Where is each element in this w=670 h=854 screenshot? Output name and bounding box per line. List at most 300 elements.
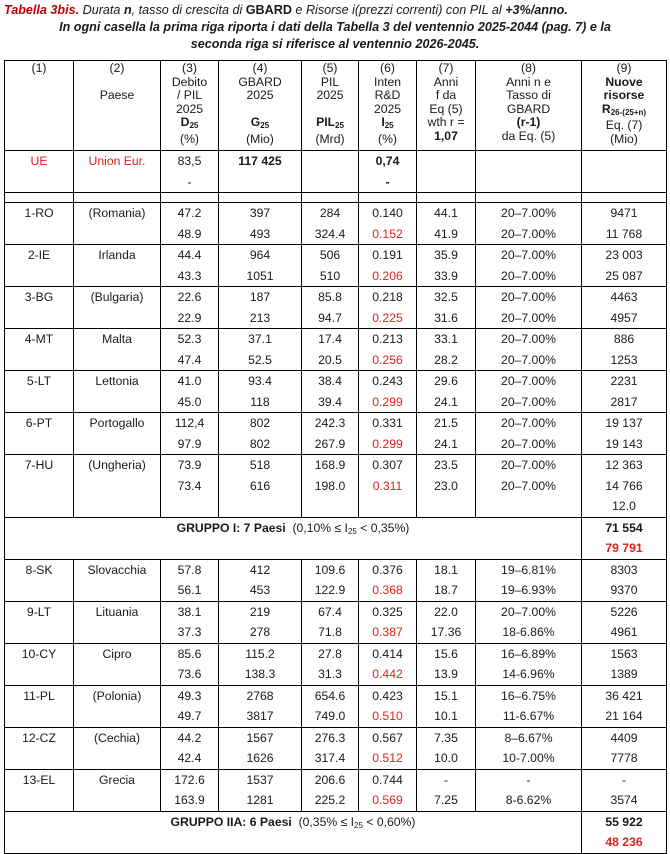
caption-line-2: In ogni casella la prima riga riporta i dati della Tabella 3 del ventennio 2025-2044 (pag. 7) e la	[59, 20, 611, 34]
table-caption: Tabella 3bis. Durata n, tasso di crescita di GBARD e Risorse i(prezzi correnti) con PIL al +3%/anno. In ogni casella la prima riga riporta i dati della Tabella 3 del ventennio 2025-2044 (pag. 7) e la seconda riga si riferisce al ventennio 2026-2045.	[4, 3, 611, 51]
cell-line: 0.311	[372, 478, 403, 493]
rate-cell	[476, 245, 582, 287]
cell-line: -	[385, 174, 390, 189]
empty-cell	[417, 193, 476, 203]
country-code	[5, 329, 74, 371]
cell-line: 138.3	[244, 667, 276, 681]
cell-line: Lituania	[95, 604, 139, 619]
col-header-paese	[74, 61, 161, 151]
cell-line: 0.510	[372, 709, 403, 723]
rate-cell	[476, 455, 582, 518]
header-line: (Mio)	[246, 131, 274, 146]
cell-line: Lettonia	[95, 374, 139, 388]
country-name	[74, 413, 161, 455]
cell-line: UE	[30, 154, 48, 168]
cell-line: 31.6	[434, 310, 458, 325]
header-line: Inten	[373, 74, 402, 89]
cell-line: 2768	[246, 688, 274, 703]
cell-line: 22.9	[177, 310, 202, 325]
cell-line: 3817	[246, 709, 274, 723]
country-name	[74, 287, 161, 329]
cell-line: 117 425	[238, 154, 282, 168]
cell-line: 284	[319, 206, 341, 220]
cell-line: 15.6	[434, 646, 458, 661]
resources-cell	[582, 727, 667, 769]
cell-line: 213	[249, 310, 271, 325]
header-line: (5)	[322, 61, 338, 75]
cell-line: 17.36	[430, 625, 462, 639]
col-header-1	[5, 61, 74, 151]
header-line: Debito	[171, 74, 208, 89]
cell-line: 43.3	[177, 268, 202, 283]
header-line: (Mrd)	[315, 131, 345, 146]
cell-line: 115.2	[245, 646, 275, 661]
header-line: (r-1)	[516, 115, 541, 129]
cell-line: 0.414	[372, 646, 403, 661]
cell-line: 964	[249, 248, 271, 262]
cell-line: 10-CY	[21, 646, 57, 661]
cell-line: Cipro	[102, 646, 132, 661]
country-code	[5, 371, 74, 413]
cell-line: 0.299	[372, 394, 403, 409]
years-cell	[417, 203, 476, 245]
years-cell	[417, 727, 476, 769]
cell-line: -	[621, 772, 627, 787]
cell-line: 8-SK	[25, 562, 53, 577]
resources-cell	[582, 413, 667, 455]
cell-line: 8-6.62%	[505, 793, 552, 807]
empty-cell	[219, 193, 302, 203]
cell-line: 4961	[610, 625, 638, 639]
header-line: 2025	[175, 101, 204, 116]
cell-line: 20.5	[318, 352, 342, 367]
rate-cell	[476, 203, 582, 245]
cell-line: 187	[249, 290, 271, 304]
cell-line: 20–7.00%	[501, 416, 556, 430]
country-code	[5, 601, 74, 643]
cell-line: 0.243	[372, 374, 403, 388]
years-cell	[417, 371, 476, 413]
gbard-cell	[219, 601, 302, 643]
cell-line: 1626	[246, 751, 274, 765]
table-row	[5, 559, 667, 601]
cell-line: 23.0	[434, 478, 458, 493]
cell-line: 1-RO	[24, 206, 54, 220]
col-header-risorse	[582, 61, 667, 151]
empty-cell	[302, 193, 359, 203]
cell-line: 13-EL	[22, 772, 56, 787]
cell-line: 20–7.00%	[501, 290, 556, 304]
header-line: Anni n e	[506, 74, 551, 89]
cell-line: 27.8	[318, 646, 342, 661]
cell-line: 0.325	[372, 604, 403, 619]
cell-line: 16–6.75%	[501, 688, 556, 703]
cell-line: 7.35	[434, 730, 458, 745]
cell-line: (Romania)	[88, 206, 146, 220]
header-line: (2)	[109, 61, 125, 75]
cell-line: 749.0	[314, 709, 346, 723]
col-header-gbard	[219, 61, 302, 151]
cell-line: 23 003	[605, 248, 643, 262]
empty-cell	[161, 193, 219, 203]
header-line: da Eq. (5)	[501, 128, 556, 143]
gbard-cell	[219, 455, 302, 518]
years-cell	[417, 685, 476, 727]
country-name	[74, 559, 161, 601]
empty-cell	[476, 151, 582, 193]
group-label-line: GRUPPO I: 7 Paesi $(0,10\% \le I_{25} < 0,35\%)$	[176, 520, 410, 536]
cell-line: 412	[249, 562, 271, 577]
header-line: (8)	[521, 61, 536, 75]
cell-line: 19–6.81%	[501, 562, 556, 577]
pil-cell	[302, 413, 359, 455]
cell-line: 47.2	[177, 206, 202, 220]
cell-line: 45.0	[177, 394, 202, 409]
header-line: (Mio)	[610, 131, 638, 146]
resources-cell	[582, 245, 667, 287]
cell-line: 18.1	[434, 562, 458, 577]
cell-line: 122.9	[314, 583, 346, 597]
group-total	[582, 517, 667, 559]
pil-cell	[302, 727, 359, 769]
country-code	[5, 287, 74, 329]
cell-line: 278	[249, 625, 271, 639]
cell-line: Portogallo	[89, 416, 145, 430]
cell-line: 0,74	[375, 154, 400, 168]
cell-line: 79 791	[605, 541, 643, 555]
header-line: R&D	[374, 88, 401, 102]
country-code	[5, 245, 74, 287]
resources-cell	[582, 287, 667, 329]
col-header-anni	[417, 61, 476, 151]
cell-line: 802	[249, 416, 271, 430]
intensity-cell	[359, 643, 417, 685]
cell-line: 225.2	[314, 793, 346, 807]
header-symbol: $R_{26-(25+n)}$	[601, 101, 647, 117]
cell-line: 20–7.00%	[501, 478, 556, 493]
cell-line: 18-6.86%	[502, 625, 555, 639]
cell-line: 52.5	[248, 352, 272, 367]
header-line: GBARD	[506, 101, 551, 116]
cell-line: 25 087	[605, 268, 643, 283]
cell-line: 33.1	[434, 332, 458, 346]
header-symbol: $PIL_{25}$	[316, 115, 344, 130]
country-name	[74, 245, 161, 287]
resources-cell	[582, 559, 667, 601]
cell-line: 42.4	[177, 751, 202, 765]
group-label-line: GRUPPO IIA: 6 Paesi $(0,35\% \le I_{25} < 0,60\%)$	[170, 814, 416, 830]
cell-line: 17.4	[318, 332, 342, 346]
cell-line: 97.9	[177, 436, 202, 451]
cell-line: 219	[249, 604, 271, 619]
cell-line: 24.1	[434, 436, 458, 451]
header-line: (4)	[252, 61, 268, 75]
header-line	[304, 103, 356, 117]
debt-cell	[161, 203, 219, 245]
years-cell	[417, 287, 476, 329]
cell-line: Union Eur.	[88, 154, 146, 168]
header-symbol: $G_{25}$	[250, 115, 270, 130]
header-line: 2025	[246, 88, 274, 102]
header-line: GBARD	[238, 74, 282, 89]
rate-cell	[476, 413, 582, 455]
col-header-intensita	[359, 61, 417, 151]
cell-line: 41.9	[434, 226, 458, 241]
empty-cell	[582, 151, 667, 193]
header-symbol: $D_{25}$	[180, 115, 199, 130]
resources-cell	[582, 203, 667, 245]
header-line: Paese	[99, 88, 135, 102]
intensity-cell	[359, 245, 417, 287]
header-line: wth r =	[427, 115, 465, 129]
cell-line: 12-CZ	[22, 730, 56, 745]
cell-line: 37.1	[248, 332, 272, 346]
ue-pil	[302, 151, 359, 193]
cell-line: 1537	[246, 772, 274, 787]
table-row	[5, 245, 667, 287]
cell-line: 0.569	[372, 793, 403, 807]
resources-cell	[582, 371, 667, 413]
intensity-cell	[359, 559, 417, 601]
cell-line: 48 236	[605, 835, 643, 849]
table-row	[5, 329, 667, 371]
ue-debt	[161, 151, 219, 193]
years-cell	[417, 601, 476, 643]
cell-line: 6-PT	[25, 416, 53, 430]
cell-line: -	[187, 174, 192, 189]
cell-line: Slovacchia	[87, 562, 147, 577]
cell-line: (Ungheria)	[88, 458, 146, 472]
cell-line: 67.4	[318, 604, 342, 619]
table-row	[5, 371, 667, 413]
country-name	[74, 643, 161, 685]
cell-line: 0.442	[372, 667, 403, 681]
cell-line: 0.744	[372, 772, 403, 787]
debt-cell	[161, 601, 219, 643]
cell-line: 0.152	[372, 226, 403, 241]
country-name	[74, 769, 161, 811]
header-line: f da	[435, 88, 457, 102]
cell-line: 37.3	[177, 625, 202, 639]
cell-line: 654.6	[314, 688, 346, 703]
cell-line: 0.512	[372, 751, 403, 765]
cell-line: 242.3	[314, 416, 346, 430]
cell-line: 11 768	[605, 226, 643, 241]
cell-line: 22.0	[434, 604, 458, 619]
header-line	[76, 76, 158, 90]
cell-line: 38.4	[318, 374, 342, 388]
cell-line: 13.9	[434, 667, 458, 681]
rate-cell	[476, 559, 582, 601]
intensity-cell	[359, 413, 417, 455]
cell-line: 94.7	[318, 310, 342, 325]
header-line: Nuove	[605, 74, 643, 89]
caption-line-3: seconda riga si riferisce al ventennio 2026-2045.	[190, 37, 480, 51]
cell-line: 4-MT	[24, 332, 54, 346]
cell-line: 44.4	[177, 248, 202, 262]
cell-line: 29.6	[434, 374, 458, 388]
cell-line: 55 922	[605, 814, 643, 829]
header-line: Tasso di	[506, 88, 551, 102]
country-name	[74, 727, 161, 769]
cell-line: 8303	[610, 562, 638, 577]
cell-line: 0.218	[372, 290, 403, 304]
gbard-cell	[219, 287, 302, 329]
cell-line: 7-HU	[24, 458, 54, 472]
cell-line: 493	[249, 226, 271, 241]
cell-line: 4957	[610, 310, 638, 325]
cell-line: 4409	[610, 730, 638, 745]
cell-line: 21 164	[605, 709, 643, 723]
cell-line: 44.2	[177, 730, 202, 745]
debt-cell	[161, 769, 219, 811]
cell-line: 2231	[610, 374, 638, 388]
ue-row	[5, 151, 667, 193]
cell-line: 8–6.67%	[504, 730, 553, 745]
ue-intensity	[359, 151, 417, 193]
cell-line: Malta	[102, 332, 132, 346]
cell-line: 0.387	[372, 625, 403, 639]
cell-line: 14 766	[605, 478, 643, 493]
cell-line: 20–7.00%	[501, 394, 556, 409]
header-row	[5, 61, 667, 151]
cell-line: 1563	[610, 646, 638, 661]
resources-cell	[582, 329, 667, 371]
years-cell	[417, 245, 476, 287]
cell-line: 7778	[610, 751, 638, 765]
empty-cell	[476, 193, 582, 203]
cell-line: 73.9	[177, 458, 202, 472]
empty-cell	[582, 193, 667, 203]
ue-gbard	[219, 151, 302, 193]
cell-line: 20–7.00%	[501, 206, 556, 220]
cell-line: 41.0	[177, 374, 202, 388]
cell-line: 49.7	[177, 709, 202, 723]
years-cell	[417, 769, 476, 811]
group-total	[582, 811, 667, 853]
cell-line: 38.1	[177, 604, 202, 619]
cell-line: 163.9	[174, 793, 205, 807]
cell-line: 24.1	[434, 394, 458, 409]
cell-line: 19 137	[605, 416, 643, 430]
cell-line: 1051	[246, 268, 274, 283]
header-line: Anni	[433, 74, 459, 89]
cell-line: 4463	[610, 290, 638, 304]
cell-line: 109.6	[314, 562, 346, 577]
cell-line: 39.4	[318, 394, 342, 409]
cell-line: 20–7.00%	[501, 374, 556, 388]
gbard-cell	[219, 203, 302, 245]
rate-cell	[476, 287, 582, 329]
cell-line: 14-6.96%	[502, 667, 555, 681]
empty-cell	[74, 193, 161, 203]
cell-line: 397	[249, 206, 271, 220]
pil-cell	[302, 685, 359, 727]
intensity-cell	[359, 287, 417, 329]
empty-cell	[359, 193, 417, 203]
cell-line: 0.299	[372, 436, 403, 451]
gbard-cell	[219, 413, 302, 455]
cell-line: 20–7.00%	[501, 436, 556, 451]
resources-cell	[582, 643, 667, 685]
gbard-cell	[219, 643, 302, 685]
empty-cell	[417, 151, 476, 193]
pil-cell	[302, 601, 359, 643]
cell-line: 168.9	[314, 458, 346, 472]
intensity-cell	[359, 329, 417, 371]
intensity-cell	[359, 769, 417, 811]
cell-line: 23.5	[434, 458, 458, 472]
ue-code	[5, 151, 74, 193]
debt-cell	[161, 413, 219, 455]
cell-line: 0.423	[372, 688, 403, 703]
years-cell	[417, 643, 476, 685]
cell-line: 886	[613, 332, 635, 346]
cell-line: (Cechia)	[93, 730, 141, 745]
years-cell	[417, 329, 476, 371]
cell-line: -	[443, 772, 449, 787]
header-line: (%)	[180, 131, 199, 146]
cell-line: 112,4	[174, 416, 205, 430]
cell-line: 19–6.93%	[501, 583, 556, 597]
cell-line: 0.256	[372, 352, 403, 367]
group-range: $(0,35\% \le I_{25} < 0,60\%)$	[298, 814, 416, 830]
country-name	[74, 329, 161, 371]
country-code	[5, 203, 74, 245]
cell-line: (Polonia)	[92, 688, 142, 703]
debt-cell	[161, 685, 219, 727]
cell-line: 1567	[246, 730, 274, 745]
resources-cell	[582, 685, 667, 727]
country-name	[74, 685, 161, 727]
gbard-cell	[219, 245, 302, 287]
cell-line: 0.368	[372, 583, 403, 597]
intensity-cell	[359, 455, 417, 518]
cell-line: 506	[319, 248, 341, 262]
rate-cell	[476, 727, 582, 769]
cell-line: 9-LT	[26, 604, 52, 619]
cell-line: 32.5	[434, 290, 458, 304]
country-code	[5, 685, 74, 727]
country-name	[74, 203, 161, 245]
cell-line: 616	[249, 478, 271, 493]
cell-line: Irlanda	[98, 248, 136, 262]
header-line: 1,07	[434, 128, 458, 143]
cell-line: 510	[319, 268, 341, 283]
ue-name	[74, 151, 161, 193]
cell-line: 324.4	[314, 226, 346, 241]
cell-line: 0.191	[372, 248, 403, 262]
country-code	[5, 769, 74, 811]
cell-line: 21.5	[434, 416, 458, 430]
resources-cell	[582, 769, 667, 811]
header-line: (7)	[438, 61, 454, 75]
cell-line: 0.376	[372, 562, 403, 577]
cell-line: 56.1	[177, 583, 202, 597]
cell-line: 20–7.00%	[501, 226, 556, 241]
pil-cell	[302, 245, 359, 287]
intensity-cell	[359, 371, 417, 413]
cell-line: 198.0	[314, 478, 346, 493]
intensity-cell	[359, 203, 417, 245]
cell-line: Grecia	[99, 772, 135, 787]
cell-line: 0.213	[372, 332, 403, 346]
table-row	[5, 727, 667, 769]
cell-line: 172.6	[174, 772, 205, 787]
country-name	[74, 371, 161, 413]
gbard-cell	[219, 329, 302, 371]
country-code	[5, 643, 74, 685]
